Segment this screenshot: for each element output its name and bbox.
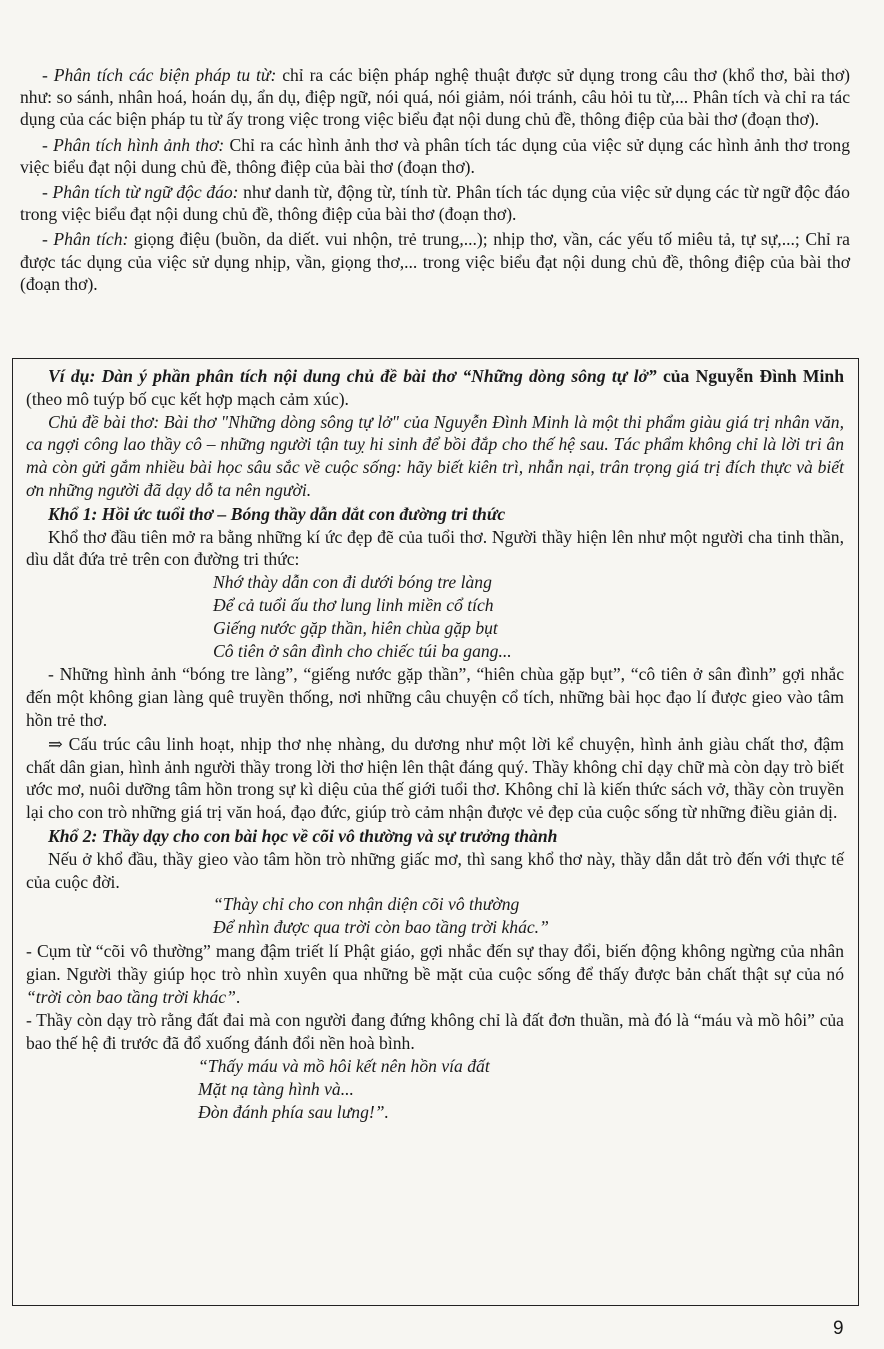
guideline-text: chỉ ra các biện pháp nghệ thuật được sử dụng trong câu thơ (khổ thơ, bài thơ) như: so sánh, nhân hoá, hoán dụ, ẩn dụ, điệp ngữ, nói quá, nói giảm, nói tránh, câu hỏi tu từ,... Phân tích và chỉ ra tác dụng của các biện pháp tu từ ấy trong việc trong việc biểu đạt nội dung chủ đề, thông điệp của bài thơ (đoạn thơ). [20,65,851,130]
guideline-lead: - Phân tích từ ngữ độc đáo: [42,182,239,203]
guideline-lead: - Phân tích các biện pháp tu từ: [42,65,277,85]
kho1-conclusion [26,733,844,824]
kho2-analysis-quote: “trời còn bao tầng trời khác” [26,986,236,1007]
kho1-heading: Khổ 1: Hồi ức tuổi thơ – Bóng thầy dẫn dắt con đường tri thức [48,503,506,524]
guideline-text: như danh từ, động từ, tính từ. Phân tích tác dụng của việc sử dụng các từ ngữ độc đáo trong việc biểu đạt nội dung chủ đề, thông điệp của bài thơ (đoạn thơ). [20,182,850,225]
guideline-unique-words [20,181,850,225]
example-title-of: của Nguyễn Đình Minh [656,366,844,386]
kho2-analysis-1 [26,940,844,1008]
kho2-analysis-2: - Thầy còn dạy trò rằng đất đai mà con người đang đứng không chỉ là đất đơn thuần, mà đó là “máu và mồ hôi” của bao thế hệ đi trước đã đổ xuống đánh đổi nền hoà bình. [26,1010,844,1054]
verse-line: Để nhìn được qua trời còn bao tầng trời khác.” [213,917,549,938]
guideline-rhetorical-devices [20,64,850,131]
verse-line: “Thấy máu và mồ hôi kết nên hồn vía đất [198,1055,490,1076]
guideline-lead: - Phân tích: [42,229,129,250]
verse-line: “Thày chỉ cho con nhận diện cõi vô thường [213,894,520,915]
example-title-lead: Ví dụ: Dàn ý phần phân tích nội dung chủ đề bài thơ [48,366,457,386]
page-number: 9 [833,1318,844,1339]
verse-line: Giếng nước gặp thần, hiên chùa gặp bụt [213,617,498,638]
example-box-content [26,365,844,1123]
example-title-poem: “Những dòng sông tự lở” [462,366,657,386]
kho1-analysis: - Những hình ảnh “bóng tre làng”, “giếng nước gặp thần”, “hiên chùa gặp bụt”, “cô tiên ở sân đình” gợi nhắc đến một không gian làng quê truyền thống, nơi những câu chuyện cổ tích, những bài học đạo lí được gieo vào tâm hồn trẻ thơ. [26,664,844,730]
guideline-poetic-images [20,134,850,178]
example-title-rest: (theo mô tuýp bố cục kết hợp mạch cảm xúc). [26,388,349,409]
kho2-intro: Nếu ở khổ đầu, thầy gieo vào tâm hồn trò những giấc mơ, thì sang khổ thơ này, thầy dẫn dắt trò đến với thực tế của cuộc đời. [26,848,844,892]
kho2-heading: Khổ 2: Thầy dạy cho con bài học về cõi vô thường và sự trưởng thành [48,825,558,846]
example-box [12,358,859,1306]
kho1-intro: Khổ thơ đầu tiên mở ra bằng những kí ức đẹp đẽ của tuổi thơ. Người thầy hiện lên như một người cha tinh thần, dìu dắt đứa trẻ trên con đường tri thức: [26,526,844,570]
example-title [26,365,844,411]
verse-line: Mặt nạ tàng hình và... [198,1078,354,1099]
guideline-lead: - Phân tích hình ảnh thơ: [42,134,225,155]
arrow-icon: ⇒ [48,733,63,754]
verse-line: Để cả tuổi ấu thơ lung linh miền cổ tích [213,594,494,615]
kho1-conclusion-text: Cấu trúc câu linh hoạt, nhịp thơ nhẹ nhàng, du dương như một lời kể chuyện, hình ảnh giàu chất thơ, đậm chất dân gian, hình ảnh người thầy trong lời thơ hiện lên thật đáng quý. Thầy không chỉ dạy chữ mà còn dạy trò biết ước mơ, nuôi dưỡng tâm hồn trong sự kì diệu của thế giới tuổi thơ. Không chỉ là kiến thức sách vở, thầy còn truyền lại cho con trò những giá trị văn hoá, đạo đức, giúp trò cảm nhận được vẻ đẹp của cuộc sống từ những điều giản dị. [26,733,844,823]
kho2-analysis-text: - Cụm từ “cõi vô thường” mang đậm triết lí Phật giáo, gợi nhắc đến sự thay đổi, biến động không ngừng của nhân gian. Người thầy giúp học trò nhìn xuyên qua những bề mặt của cuộc sống để thấy được bản chất thật sự của nó [26,940,844,984]
guideline-text: Chỉ ra các hình ảnh thơ và phân tích tác dụng của việc sử dụng các hình ảnh thơ trong việc biểu đạt nội dung chủ đề, thông điệp của bài thơ (đoạn thơ). [20,134,850,177]
guideline-tone-rhythm [20,228,850,295]
guideline-text: giọng điệu (buồn, da diết. vui nhộn, trẻ trung,...); nhịp thơ, vần, các yếu tố miêu tả, tự sự,...; Chỉ ra được tác dụng của việc sử dụng nhịp, vần, giọng thơ,... trong việc biểu đạt nội dung chủ đề, thông điệp của bài thơ (đoạn thơ). [20,229,850,294]
poem-theme: Chủ đề bài thơ: Bài thơ "Những dòng sông tự lở" của Nguyễn Đình Minh là một thi phẩm giàu giá trị nhân văn, ca ngợi công lao thầy cô – những người tận tuỵ hi sinh để bồi đắp cho thế hệ sau. Tác phẩm không chỉ là lời tri ân mà còn gửi gắm nhiều bài học sâu sắc về cuộc sống: hãy biết kiên trì, nhẫn nại, trân trọng giá trị đích thực và biết ơn những người đã dạy dỗ ta nên người. [26,411,844,500]
verse-line: Nhớ thày dẫn con đi dưới bóng tre làng [213,572,492,593]
analysis-guidelines [20,64,850,298]
verse-line: Cô tiên ở sân đình cho chiếc túi ba gang... [213,640,512,661]
kho2-analysis-end: . [235,986,241,1007]
verse-line: Đòn đánh phía sau lưng!”. [198,1101,389,1122]
